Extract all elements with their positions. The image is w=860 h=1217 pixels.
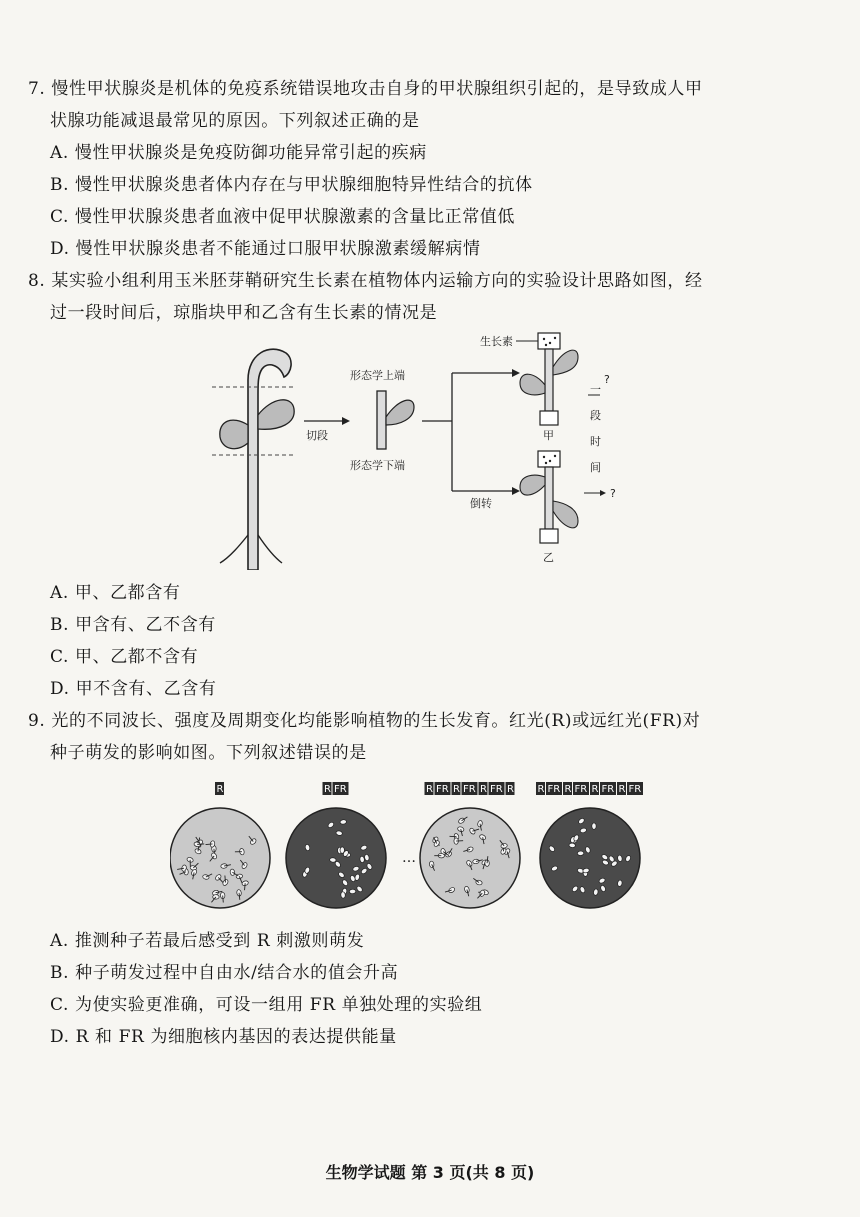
label-q2: ? bbox=[610, 487, 616, 500]
light-tag-label: FR bbox=[463, 784, 476, 795]
sprout bbox=[206, 844, 213, 845]
q7-option-b: B. 慢性甲状腺炎患者体内存在与甲状腺细胞特异性结合的抗体 bbox=[50, 175, 533, 195]
light-tag-label: R bbox=[324, 784, 331, 795]
seedling-illustration bbox=[212, 349, 295, 570]
seed bbox=[569, 843, 576, 848]
seed bbox=[349, 889, 356, 894]
q8-figure bbox=[200, 325, 640, 570]
q8-option-d: D. 甲不含有、乙含有 bbox=[50, 679, 217, 699]
q8-option-a: A. 甲、乙都含有 bbox=[50, 583, 181, 603]
seed bbox=[592, 823, 596, 829]
q9-option-a: A. 推测种子若最后感受到 R 刺激则萌发 bbox=[50, 931, 365, 951]
sprout bbox=[225, 876, 226, 883]
label-time-1: 一 bbox=[590, 383, 601, 396]
label-yi: 乙 bbox=[543, 551, 554, 564]
light-tag-label: R bbox=[216, 784, 224, 795]
light-tag-label: R bbox=[537, 784, 545, 795]
label-jia: 甲 bbox=[543, 429, 554, 442]
sprout bbox=[245, 883, 246, 890]
light-tag-label: FR bbox=[601, 784, 615, 795]
seed bbox=[236, 874, 243, 879]
setup-jia bbox=[520, 333, 578, 425]
seed bbox=[329, 857, 336, 862]
light-tag-label: R bbox=[507, 784, 514, 795]
q8-stem-line1: 8. 某实验小组利用玉米胚芽鞘研究生长素在植物体内运输方向的实验设计思路如图，经 bbox=[28, 271, 703, 291]
label-time-2: 段 bbox=[590, 409, 601, 422]
q9-option-c: C. 为使实验更准确，可设一组用 FR 单独处理的实验组 bbox=[50, 995, 483, 1015]
q8-option-c: C. 甲、乙都不含有 bbox=[50, 647, 199, 667]
stem-segment bbox=[377, 391, 414, 449]
seed bbox=[213, 895, 219, 900]
q7-option-d: D. 慢性甲状腺炎患者不能通过口服甲状腺激素缓解病情 bbox=[50, 239, 481, 259]
light-tag-label: FR bbox=[490, 784, 503, 795]
light-tag-label: R bbox=[564, 784, 572, 795]
light-tag-label: R bbox=[618, 784, 626, 795]
dish-not-germinated bbox=[286, 808, 386, 908]
q7-stem-line2: 状腺功能减退最常见的原因。下列叙述正确的是 bbox=[50, 111, 420, 131]
light-tag-label: R bbox=[591, 784, 599, 795]
light-tag-label: FR bbox=[436, 784, 449, 795]
q9-stem-line2: 种子萌发的影响如图。下列叙述错误的是 bbox=[50, 743, 367, 763]
light-tag-label: FR bbox=[547, 784, 561, 795]
q7-stem-line1: 7. 慢性甲状腺炎是机体的免疫系统错误地攻击自身的甲状腺组织引起的，是导致成人甲 bbox=[28, 79, 703, 99]
light-tag-label: FR bbox=[334, 784, 347, 795]
light-tag-label: R bbox=[426, 784, 433, 795]
setup-yi bbox=[520, 451, 578, 543]
seed bbox=[340, 892, 345, 899]
light-tag-label: R bbox=[453, 784, 460, 795]
q7-option-a: A. 慢性甲状腺炎是免疫防御功能异常引起的疾病 bbox=[50, 143, 427, 163]
dish-not-germinated bbox=[540, 808, 640, 908]
label-invert: 倒转 bbox=[470, 497, 492, 510]
light-tag-label: R bbox=[480, 784, 487, 795]
q8-stem-line2: 过一段时间后，琼脂块甲和乙含有生长素的情况是 bbox=[50, 303, 438, 323]
sprout bbox=[223, 896, 224, 903]
label-auxin: 生长素 bbox=[480, 335, 513, 348]
dish-germinated bbox=[170, 808, 270, 908]
label-time-4: 间 bbox=[590, 461, 601, 474]
light-tag-label: FR bbox=[574, 784, 588, 795]
q9-stem-line1: 9. 光的不同波长、强度及周期变化均能影响植物的生长发育。红光(R)或远红光(FR)对 bbox=[28, 711, 701, 731]
label-cut: 切段 bbox=[306, 429, 328, 442]
label-q1: ? bbox=[604, 373, 610, 386]
seed bbox=[360, 856, 365, 863]
seed bbox=[472, 859, 479, 864]
q9-option-b: B. 种子萌发过程中自由水/结合水的值会升高 bbox=[50, 963, 399, 983]
q8-option-b: B. 甲含有、乙不含有 bbox=[50, 615, 216, 635]
label-bottom-end: 形态学下端 bbox=[350, 459, 405, 472]
q7-option-c: C. 慢性甲状腺炎患者血液中促甲状腺激素的含量比正常值低 bbox=[50, 207, 516, 227]
label-time-3: 时 bbox=[590, 435, 601, 448]
q9-option-d: D. R 和 FR 为细胞核内基因的表达提供能量 bbox=[50, 1027, 397, 1047]
q9-figure bbox=[170, 778, 690, 918]
label-top-end: 形态学上端 bbox=[350, 369, 405, 382]
page-footer: 生物学试题 第 3 页(共 8 页) bbox=[325, 1163, 535, 1182]
ellipsis: … bbox=[402, 850, 416, 866]
dish-germinated bbox=[420, 808, 520, 908]
light-tag-label: FR bbox=[628, 784, 642, 795]
seed bbox=[577, 851, 584, 856]
